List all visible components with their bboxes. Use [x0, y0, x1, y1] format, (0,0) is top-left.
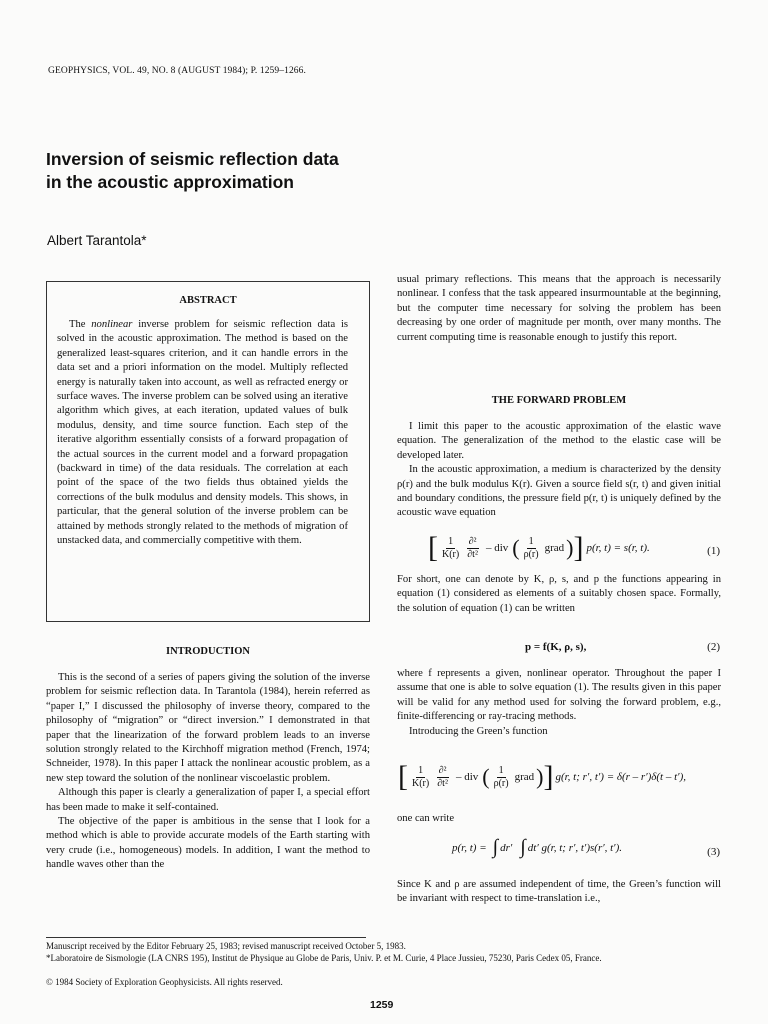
equation-3-number: (3)	[707, 846, 720, 858]
journal-header: GEOPHYSICS, VOL. 49, NO. 8 (AUGUST 1984); P. 1259–1266.	[48, 66, 306, 76]
right-column-top	[397, 273, 721, 345]
equation-1-inner-fraction	[522, 536, 541, 561]
abstract-text-pre: The	[69, 319, 92, 330]
footnote-copyright: © 1984 Society of Exploration Geophysicists. All rights reserved.	[46, 977, 283, 987]
forward-body-4	[397, 812, 721, 826]
eq1-derivative-bottom: ∂t²	[467, 548, 478, 560]
introduction-paragraph-2: Although this paper is clearly a generalization of paper I, a special effort has been made to make it self-contained.	[46, 787, 370, 813]
page-number: 1259	[370, 999, 394, 1011]
green-fraction	[410, 765, 431, 790]
continued-paragraph: usual primary reflections. This means that the approach is necessarily nonlinear. I confess that the task appeared insurmountable at the beginning, but the computer time necessary for solving the problem has been decreasing by one order of magnitude per month, over many months. The current computing time is reasonable enough to justify this report.	[397, 274, 721, 343]
forward-problem-heading: THE FORWARD PROBLEM	[491, 395, 627, 406]
equation-1-derivative	[465, 536, 480, 561]
eq1-grad: grad	[544, 542, 565, 554]
forward-body-5	[397, 878, 721, 907]
forward-body-1	[397, 420, 721, 521]
eq3-lhs: p(r, t) =	[452, 841, 487, 854]
forward-paragraph-4: where f represents a given, nonlinear operator. Throughout the paper I assume that one is able to solve equation (1). The results given in this paper will be valid for any method used for solving the forward problem, e.g., finite-differencing or ray-tracing methods.	[397, 668, 721, 723]
footnote-rule	[46, 937, 366, 938]
introduction-paragraph-1: This is the second of a series of papers giving the solution of the inverse problem for seismic reflection data. In Tarantola (1984), herein referred as “paper I,” I discussed the philosophy of inverse theory, compared to the philosophy of “migration” or “direct inversion.” I demonstrated in that paper that the linearization of the forward problem leads to an inverse solution strongly related to the Kirchhoff migration method (French, 1974; Schneider, 1978). In this paper I attack the nonlinear acoustic problem, as a new step toward the solution of the nonlinear viscoelastic problem.	[46, 672, 370, 784]
integral-sign-2: ∫	[520, 836, 526, 858]
equation-1-number: (1)	[707, 545, 720, 557]
author: Albert Tarantola*	[47, 233, 147, 248]
green-paren-close: )	[536, 764, 544, 789]
green-derivative-bottom: ∂t²	[437, 777, 448, 789]
footnote-received: Manuscript received by the Editor February 25, 1983; revised manuscript received October 5, 1983.	[46, 941, 406, 951]
green-derivative-top: ∂²	[438, 764, 447, 776]
equation-1	[428, 533, 650, 563]
equation-bracket-open: [	[428, 531, 438, 564]
equation-2: p = f(K, ρ, s),	[525, 641, 587, 653]
eq1-fraction-top: 1	[448, 535, 454, 547]
abstract-text-post: inverse problem for seismic reflection data is solved in the acoustic approximation. The method is based on the generalized least-squares criterion, and it can handle errors in the data set and a priori information on the model. Multiply reflected energy is naturally taken into account, as well as refracted energy or surface waves. The inverse problem can be solved using an iterative algorithm which gives, at each iteration, updated values of bulk modulus, density, and time source function. Each step of the iterative algorithm essentially consists of a forward propagation of the actual sources in the current model and a forward propagation (backward in time) of the data residuals. The correlation at each point of the space of the two fields thus obtained yields the corrections of the bulk modulus and density models. This shows, in particular, that the general solution of the inverse problem can be attained by methods strongly related to the methods of migration of unstacked data, and commercially competitive with them.	[57, 319, 349, 547]
abstract-heading: ABSTRACT	[179, 295, 237, 306]
green-grad: grad	[514, 771, 535, 783]
forward-paragraph-5: Introducing the Green’s function	[409, 725, 548, 737]
eq1-div: – div	[485, 542, 509, 554]
introduction-heading: INTRODUCTION	[165, 646, 250, 657]
green-derivative	[435, 765, 450, 790]
introduction-paragraph-3: The objective of the paper is ambitious in the sense that I look for a method which is able to provide accurate models of the Earth starting with very crude (i.e., homogeneous) models. In addition, I want the method to handle waves other than the	[46, 816, 370, 871]
green-div: – div	[455, 771, 479, 783]
title-line-1: Inversion of seismic reflection data	[46, 149, 339, 169]
forward-paragraph-7: Since K and ρ are assumed independent of time, the Green’s function will be invariant with respect to time-translation i.e.,	[397, 879, 721, 905]
eq3-integral-1: dr′	[500, 841, 513, 854]
eq3-integral-2: dt′ g(r, t; r′, t′)s(r′, t′).	[527, 841, 623, 854]
eq1-derivative-top: ∂²	[468, 535, 477, 547]
green-bracket-close: ]	[543, 760, 554, 793]
eq1-inner-top: 1	[528, 535, 534, 547]
forward-paragraph-3: For short, one can denote by K, ρ, s, and p the functions appearing in equation (1) considered as elements of a suitably chosen space. Formally, the solution of equation (1) can be written	[397, 574, 721, 614]
green-fraction-bottom: K(r)	[412, 777, 430, 789]
forward-body-2	[397, 573, 721, 616]
integral-sign-1: ∫	[492, 836, 499, 858]
eq1-rhs: p(r, t) = s(r, t).	[586, 542, 650, 554]
abstract-text	[57, 318, 348, 549]
equation-2-number: (2)	[707, 641, 720, 653]
green-equation	[398, 762, 686, 792]
green-inner-top: 1	[498, 764, 504, 776]
abstract-text-emphasis: nonlinear	[91, 319, 133, 330]
eq1-fraction-bottom: K(r)	[442, 548, 460, 560]
green-inner-fraction	[492, 765, 511, 790]
equation-paren-open: (	[512, 535, 520, 560]
forward-body-3	[397, 667, 721, 739]
eq1-inner-bottom: ρ(r)	[523, 548, 539, 560]
introduction-body	[46, 671, 370, 873]
equation-3	[452, 836, 622, 859]
forward-paragraph-1: I limit this paper to the acoustic approximation of the elastic wave equation. The generalization of the method to the elastic case will be developed later.	[397, 421, 721, 461]
equation-paren-close: )	[566, 535, 574, 560]
green-rhs: g(r, t; r′, t′) = δ(r – r′)δ(t – t′),	[555, 771, 686, 783]
forward-paragraph-6: one can write	[397, 813, 455, 824]
title-line-2: in the acoustic approximation	[46, 172, 294, 192]
equation-1-fraction	[440, 536, 461, 561]
green-fraction-top: 1	[418, 764, 424, 776]
paper-title	[46, 148, 446, 194]
footnote-affiliation: *Laboratoire de Sismologie (LA CNRS 195), Institut de Physique au Globe de Paris, Univ. P. et M. Curie, 4 Place Jussieu, 75230, Paris Cedex 05, France.	[46, 953, 602, 963]
equation-bracket-close: ]	[573, 531, 584, 564]
green-paren-open: (	[482, 764, 490, 789]
green-bracket-open: [	[398, 760, 408, 793]
green-inner-bottom: ρ(r)	[493, 777, 509, 789]
forward-paragraph-2: In the acoustic approximation, a medium is characterized by the density ρ(r) and the bulk modulus K(r). Given a source field s(r, t) and given initial and boundary conditions, the pressure field p(r, t) is uniquely defined by the acoustic wave equation	[397, 464, 721, 519]
